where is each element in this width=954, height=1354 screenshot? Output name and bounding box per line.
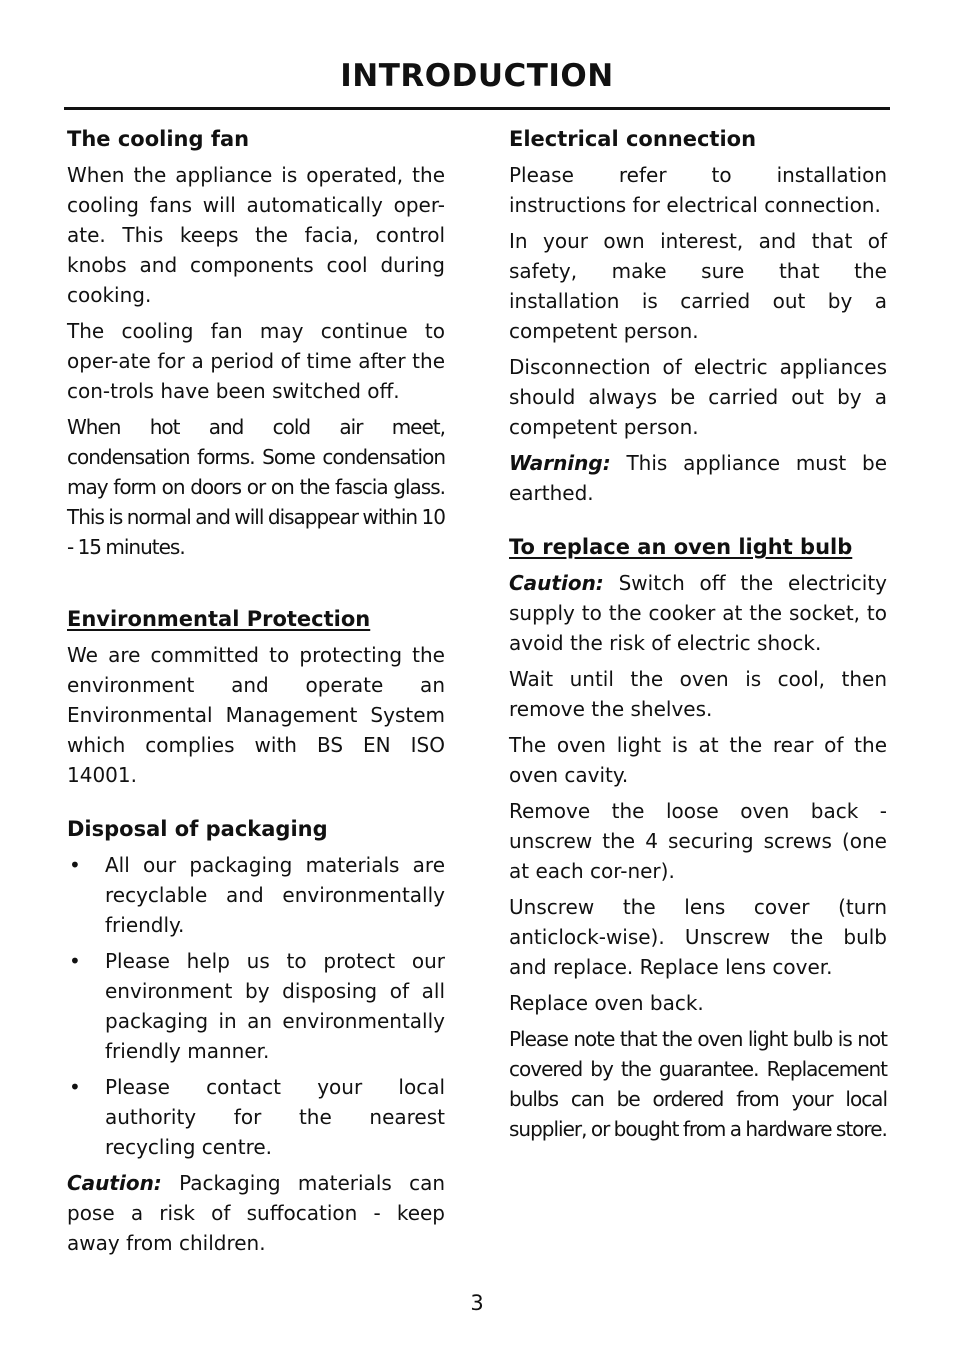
bulb-paragraph-3: Remove the loose oven back - unscrew the 4 securing screws (one at each cor-ner). (509, 799, 887, 883)
spacer (67, 568, 445, 604)
packaging-caution-paragraph (67, 1168, 445, 1258)
heading-environmental-protection: Environmental Protection (67, 607, 371, 631)
bulb-paragraph-5: Replace oven back. (509, 991, 704, 1015)
cooling-fan-paragraph-2: The cooling fan may continue to oper-ate for a period of time after the con-trols have been switched off. (67, 319, 445, 403)
electrical-paragraph-3: Disconnection of electric appliances should always be carried out by a competent person. (509, 355, 887, 439)
heading-disposal-of-packaging: Disposal of packaging (67, 817, 328, 841)
bullet-icon: • (69, 853, 81, 877)
heading-cooling-fan: The cooling fan (67, 127, 250, 151)
section-electrical-connection (509, 124, 887, 508)
right-column (509, 124, 887, 1150)
bullet-text: Please contact your local authority for the nearest recycling centre. (105, 1075, 445, 1159)
caution-label: Caution: (509, 571, 604, 595)
bullet-text: All our packaging materials are recyclable and environmentally friendly. (105, 853, 445, 937)
heading-electrical-connection: Electrical connection (509, 127, 757, 151)
bulb-caution-paragraph (509, 568, 887, 658)
packaging-bullet-list (67, 850, 445, 1162)
title-divider (64, 107, 890, 110)
caution-text: Switch off the electricity supply to the cooker at the socket, to avoid the risk of electric shock. (509, 571, 887, 655)
electrical-paragraph-1: Please refer to installation instructions for electrical connection. (509, 163, 887, 217)
list-item (67, 946, 445, 1066)
cooling-fan-paragraph-1: When the appliance is operated, the cooling fans will automatically oper-ate. This keeps the facia, control knobs and components cool during cooking. (67, 163, 445, 307)
section-replace-oven-light-bulb (509, 532, 887, 1144)
page-number: 3 (470, 1291, 484, 1315)
bulb-paragraph-6: Please note that the oven light bulb is not covered by the guarantee. Replacement bulbs can be ordered from your local supplier, or bought from a hardware store. (509, 1027, 887, 1141)
section-disposal-of-packaging (67, 814, 445, 1258)
electrical-warning-paragraph (509, 448, 887, 508)
caution-text: Packaging materials can pose a risk of suffocation - keep away from children. (67, 1171, 445, 1255)
caution-label: Caution: (67, 1171, 162, 1195)
bullet-text: Please help us to protect our environment by disposing of all packaging in an environmentally friendly manner. (105, 949, 445, 1063)
spacer (509, 514, 887, 532)
section-environmental-protection (67, 604, 445, 790)
bullet-icon: • (69, 1075, 81, 1099)
bulb-paragraph-4: Unscrew the lens cover (turn anticlock-wise). Unscrew the bulb and replace. Replace lens cover. (509, 895, 887, 979)
bullet-icon: • (69, 949, 81, 973)
warning-text: This appliance must be earthed. (509, 451, 887, 505)
warning-label: Warning: (509, 451, 611, 475)
environmental-paragraph: We are committed to protecting the environment and operate an Environmental Management System which complies with BS EN ISO 14001. (67, 643, 445, 787)
list-item (67, 1072, 445, 1162)
spacer (67, 796, 445, 814)
heading-replace-oven-light-bulb: To replace an oven light bulb (509, 535, 853, 559)
left-column (67, 124, 445, 1264)
bulb-paragraph-2: The oven light is at the rear of the oven cavity. (509, 733, 887, 787)
section-cooling-fan (67, 124, 445, 562)
list-item (67, 850, 445, 940)
bulb-paragraph-1: Wait until the oven is cool, then remove the shelves. (509, 667, 887, 721)
electrical-paragraph-2: In your own interest, and that of safety, make sure that the installation is carried out by a competent person. (509, 229, 887, 343)
cooling-fan-paragraph-3: When hot and cold air meet, condensation forms. Some condensation may form on doors or on the fascia glass. This is normal and will disappear within 10 - 15 minutes. (67, 415, 445, 559)
page-title: INTRODUCTION (340, 58, 614, 94)
